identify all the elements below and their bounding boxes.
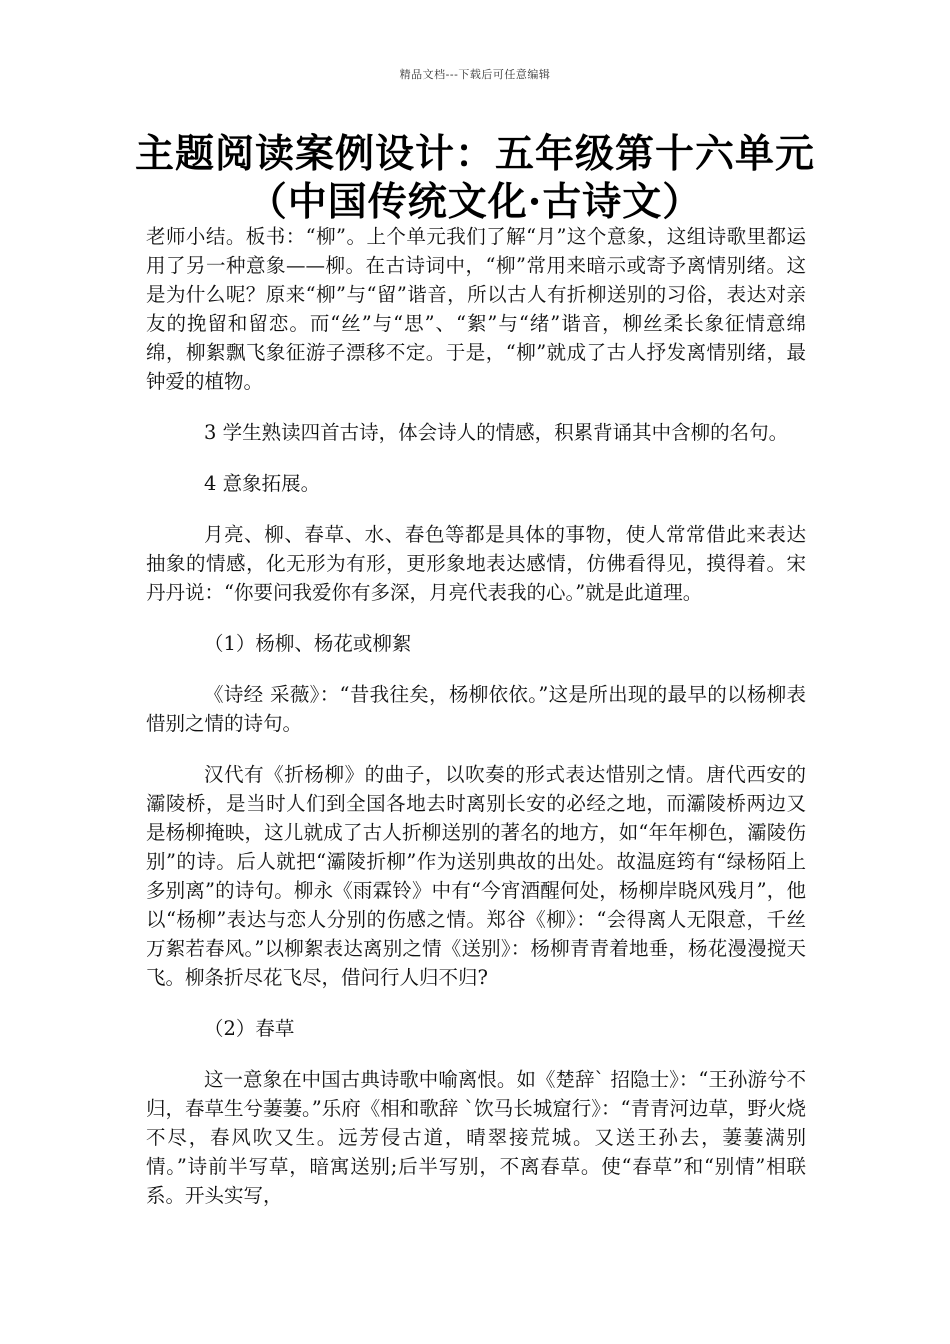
paragraph-step-4: 4 意象拓展。 [204, 472, 321, 495]
paragraph-spring-grass: 这一意象在中国古典诗歌中喻离恨。如《楚辞` 招隐士》：“王孙游兮不归，春草生兮萋萋。”乐府《相和歌辞 `饮马长城窟行》：“青青河边草，野火烧不尽，春风吹又生。远芳侵古道，晴翠接荒城。又送王孙去，萋萋满别情。”诗前半写草，暗寓送别;后半写别，不离春草。使“春草”和“别情”相联系。开头实写， [146, 1068, 806, 1207]
document-body [146, 222, 806, 1210]
page-header: 精品文档---下载后可任意编辑 [399, 68, 551, 81]
paragraph-step-3: 3 学生熟读四首古诗，体会诗人的情感，积累背诵其中含柳的名句。 [204, 421, 789, 444]
paragraph-teacher-summary: 老师小结。板书：“柳”。上个单元我们了解“月”这个意象，这组诗歌里都运用了另一种意象——柳。在古诗词中，“柳”常用来暗示或寄予离情别绪。这是为什么呢？原来“柳”与“留”谐音，所以古人有折柳送别的习俗，表达对亲友的挽留和留恋。而“丝”与“思”、“絮”与“绪”谐音，柳丝柔长象征情意绵绵，柳絮飘飞象征游子漂移不定。于是，“柳”就成了古人抒发离情别绪，最钟爱的植物。 [146, 225, 806, 393]
subheading-willow: （1）杨柳、杨花或柳絮 [204, 632, 412, 655]
paragraph-shijing: 《诗经 采薇》：“昔我往矣，杨柳依依。”这是所出现的最早的以杨柳表惜别之情的诗句。 [146, 683, 806, 735]
document-title-line-2: （中国传统文化·古诗文） [247, 179, 703, 225]
paragraph-imagery: 月亮、柳、春草、水、春色等都是具体的事物，使人常常借此来表达抽象的情感，化无形为有形，更形象地表达感情，仿佛看得见，摸得着。宋丹丹说：“你要问我爱你有多深，月亮代表我的心。”就是此道理。 [146, 523, 806, 604]
paragraph-han-dynasty: 汉代有《折杨柳》的曲子，以吹奏的形式表达惜别之情。唐代西安的灞陵桥，是当时人们到全国各地去时离别长安的必经之地，而灞陵桥两边又是杨柳掩映，这儿就成了古人折柳送别的著名的地方，如“年年柳色，灞陵伤别”的诗。后人就把“灞陵折柳”作为送别典故的出处。故温庭筠有“绿杨陌上多别离”的诗句。柳永《雨霖铃》中有“今宵酒醒何处，杨柳岸晓风残月”，他以“杨柳”表达与恋人分别的伤感之情。郑谷《柳》：“会得离人无限意，千丝万絮若春风。”以柳絮表达离别之情《送别》：杨柳青青着地垂，杨花漫漫搅天飞。柳条折尽花飞尽，借问行人归不归? [146, 763, 806, 989]
subheading-spring-grass: （2）春草 [204, 1017, 295, 1040]
document-title-line-1: 主题阅读案例设计：五年级第十六单元 [134, 131, 815, 177]
